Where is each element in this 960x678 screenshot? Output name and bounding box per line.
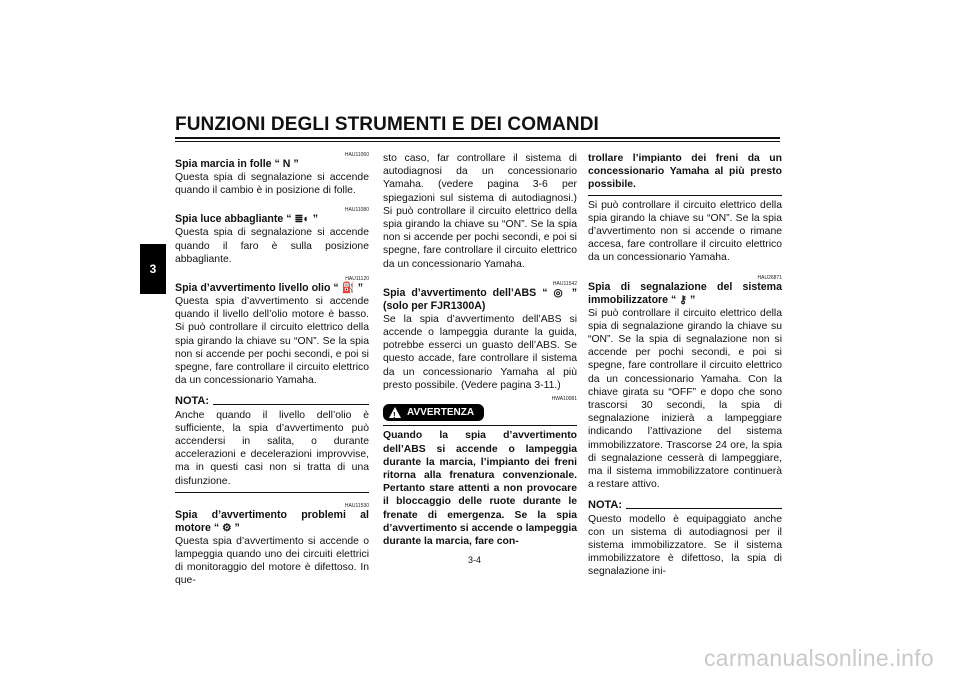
column-2 [383,152,577,548]
nota-header [175,395,369,408]
nota-label: NOTA: [588,499,623,512]
warning-label: AVVERTENZA [407,407,475,419]
section-code: HAU11060 [344,152,369,158]
warning-code: HWA10081 [551,396,577,403]
section-code: HAU11120 [345,276,369,283]
warning-end-rule [588,195,782,196]
section-heading-abs: Spia d’avvertimento dell’ABS “ ◎ ” (solo per FJR1300A) [383,286,577,312]
nota-text: Questo modello è equipaggiato anche con un sistema di autodiagnosi per il sistema immobilizzatore. Se il sistema immobilizzatore è difettoso, la spia di segnalazione ini- [588,513,782,578]
after-warning-text: Si può controllare il circuito elettrico della spia girando la chiave su “ON”. Se la spia d’avvertimento non si accende o rimane accesa, fare controllare il circuito elettrico da un concessionario Yamaha. [588,199,782,264]
section-text-neutral: Questa spia di segnalazione si accende quando il cambio è in posizione di folle. [175,172,369,197]
section-code: HAU26871 [757,274,782,281]
warning-icon: ! [389,407,401,418]
page-number: 3-4 [468,555,482,565]
nota-header [588,499,782,512]
section-text-high-beam: Questa spia di segnalazione si accende quando il faro è sulla posizione abbagliante. [175,227,369,265]
section-heading-engine: Spia d’avvertimento problemi al motore “ ⚙ ” [175,508,369,534]
nota-text: Anche quando il livello dell’olio è sufficiente, la spia d’avvertimento può accendersi in salita, o durante accelerazioni e decelerazioni improvvise, ma in questi casi non si tratta di una disfunzione. [175,409,369,487]
column-1 [175,152,369,588]
nota-label: NOTA: [175,395,210,408]
section-text-oil: Questa spia d’avvertimento si accende quando il livello dell’olio motore è basso. Si può controllare il circuito elettrico della spia girando la chiave su “ON”. Se la spia non si accende per pochi secondi, e poi si spegne, fare controllare il circuito elettrico da un concessionario Yamaha. [175,296,369,387]
section-code: HAU11080 [344,207,369,214]
chapter-tab: 3 [140,244,166,294]
watermark: carmanualsonline.info [703,645,934,671]
section-text-immobilizer: Si può controllare il circuito elettrico della spia di segnalazione girando la chiave su “ON”. Se la spia di segnalazione non si accende per pochi secondi, e poi si spegne, fare controllare il circuito elettrico da un concessionario Yamaha. Con la chiave girata su “OFF” e dopo che sono trascorsi 30 secondi, la spia di segnalazione inizierà a lampeggiare indicando l’attivazione del sistema immobilizzatore. Trascorse 24 ore, la spia di segnalazione cesserà di lampeggiare, ma il sistema immobilizzatore continuerà a restare attivo. [588,307,782,491]
section-heading-oil: Spia d’avvertimento livello olio “ ⛽ ” [175,282,364,295]
warning-rule [383,425,577,426]
section-heading-immobilizer: Spia di segnalazione del sistema immobilizzatore “ ⚷ ” [588,280,782,306]
section-code: HAU11530 [344,502,369,509]
title-rule-top [175,137,780,139]
section-text-engine: Questa spia d’avvertimento si accende o lampeggia quando uno dei circuiti elettrici di monitoraggio del motore è difettoso. In que- [175,535,369,587]
warning-text: Quando la spia d’avvertimento dell’ABS si accende o lampeggia durante la marcia, l’impianto dei freni ritorna alla frenatura convenzionale. Pertanto stare attenti a non provocare il bloccaggio delle ruote durante le frenate di emergenza. Se la spia d’avvertimento si accende o lampeggia durante la marcia, fare con- [383,430,577,547]
section-heading-high-beam: Spia luce abbagliante “ ≣◐ ” [175,213,319,226]
section-code: HAU11542 [552,280,577,287]
column-3 [588,152,782,579]
warning-continued: trollare l’impianto dei freni da un concessionario Yamaha al più presto possibile. [588,153,782,191]
section-heading-neutral: Spia marcia in folle “ N ” [175,158,299,170]
title-rule-bottom [175,141,780,142]
page-title: FUNZIONI DEGLI STRUMENTI E DEI COMANDI [175,114,599,135]
continued-text: sto caso, far controllare il sistema di autodiagnosi da un concessionario Yamaha. (vedere pagina 3-6 per spiegazioni sul sistema di autodiagnosi.) Si può controllare il circuito elettrico della spia girando la chiave su “ON”. Se la spia non si accende per pochi secondi, e poi si spegne, fare controllare il circuito elettrico da un concessionario Yamaha. [383,153,577,270]
section-text-abs: Se la spia d’avvertimento dell’ABS si accende o lampeggia durante la guida, potrebbe esserci un guasto dell’ABS. Se questo accade, fare controllare il sistema da un concessionario Yamaha al più presto possibile. (Vedere pagina 3-11.) [383,313,577,391]
warning-badge [383,404,484,421]
